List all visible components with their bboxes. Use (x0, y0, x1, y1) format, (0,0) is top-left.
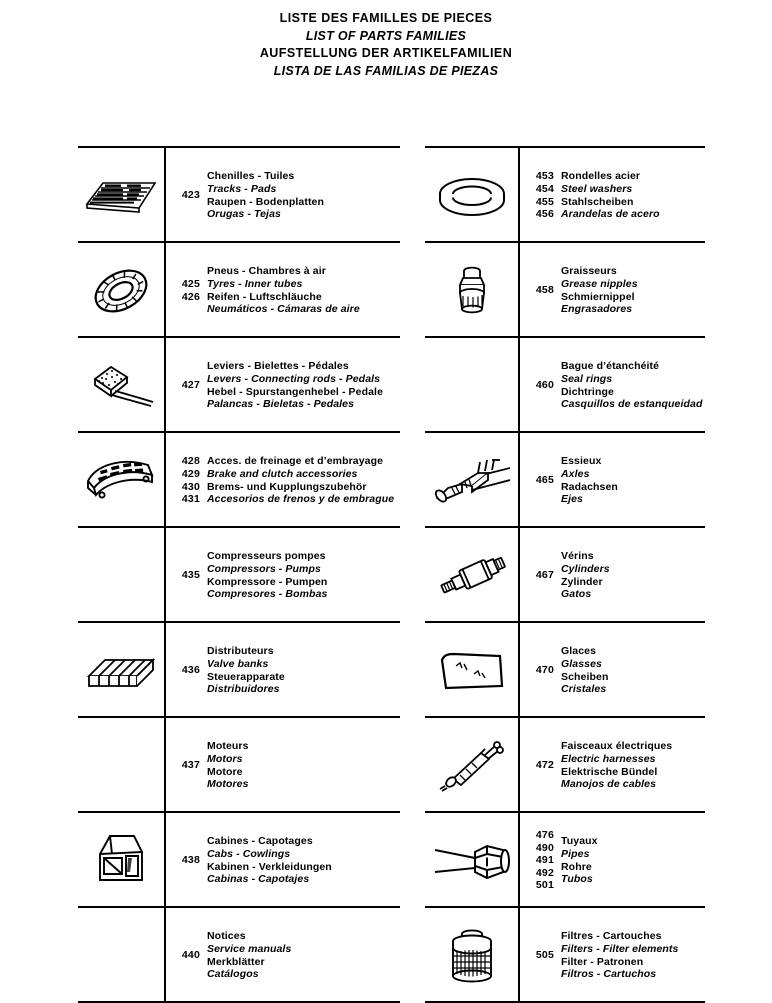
family-label-line: Distribuidores (207, 683, 280, 696)
family-label-line: Hebel - Spurstangenhebel - Pedale (207, 385, 384, 398)
family-label-cell (561, 243, 705, 338)
table-row (78, 716, 400, 811)
table-row (78, 526, 400, 621)
family-label-line: Compressors - Pumps (207, 562, 321, 575)
family-label-line: Cabs - Cowlings (207, 847, 291, 860)
title-line-1: LISTE DES FAMILLES DE PIECES (279, 11, 493, 25)
family-label-line: Tubos (561, 873, 593, 886)
family-label-line: Essieux (561, 455, 602, 468)
family-label-line: Graisseurs (561, 265, 617, 278)
family-label-line: Glasses (561, 657, 602, 670)
family-label-line: Tuyaux (561, 835, 598, 848)
family-number-cell (520, 338, 554, 433)
family-label-cell (561, 148, 705, 243)
family-number-cell (166, 623, 200, 718)
family-label-line: Casquillos de estanqueidad (561, 398, 703, 411)
family-number-cell (166, 813, 200, 908)
table-row (425, 336, 705, 431)
table-row (425, 241, 705, 336)
family-label-line: Merkblätter (207, 955, 265, 968)
family-label-line: Chenilles - Tuiles (207, 170, 295, 183)
family-number: 435 (181, 569, 200, 582)
table-row (425, 431, 705, 526)
family-label-line: Compresores - Bombas (207, 588, 328, 601)
table-row (425, 716, 705, 811)
family-label-line: Glaces (561, 645, 597, 658)
family-label-line: Motore (207, 765, 243, 778)
family-label-line: Neumáticos - Cámaras de aire (207, 303, 360, 316)
family-label-line: Compresseurs pompes (207, 550, 326, 563)
family-label-line: Bague d’étanchéité (561, 360, 660, 373)
family-label-line: Tracks - Pads (207, 182, 277, 195)
family-label-cell (207, 528, 400, 623)
family-number: 440 (181, 949, 200, 962)
family-number-cell (520, 243, 554, 338)
family-label-line: Distributeurs (207, 645, 274, 658)
table-row (425, 621, 705, 716)
family-label-cell (561, 338, 705, 433)
family-number: 490 (535, 841, 554, 854)
family-label-line: Service manuals (207, 942, 292, 955)
table-row (78, 906, 400, 1001)
family-label-line: Catálogos (207, 968, 259, 981)
family-number: 428 (181, 455, 200, 468)
family-number-cell (520, 813, 554, 908)
family-label-line: Steel washers (561, 182, 633, 195)
family-number: 470 (535, 664, 554, 677)
axle-icon (425, 433, 518, 528)
family-label-line: Pneus - Chambres à air (207, 265, 326, 278)
family-label-line: Dichtringe (561, 385, 614, 398)
family-number: 430 (181, 480, 200, 493)
family-label-cell (561, 623, 705, 718)
title-line-4: LISTA DE LAS FAMILIAS DE PIEZAS (273, 63, 499, 78)
family-number: 431 (181, 493, 200, 506)
family-number-cell (520, 148, 554, 243)
family-number-cell (166, 433, 200, 528)
family-label-line: Filtros - Cartuchos (561, 968, 657, 981)
family-label-line: Tyres - Inner tubes (207, 277, 303, 290)
family-number: 476 (535, 829, 554, 842)
family-number-cell (520, 908, 554, 1003)
electric-harness-icon (425, 718, 518, 813)
family-label-line: Acces. de freinage et d’embrayage (207, 455, 384, 468)
cab-icon (78, 813, 164, 908)
valve-bank-icon (78, 623, 164, 718)
table-row (425, 146, 705, 241)
grease-nipple-icon (425, 243, 518, 338)
title-line-2: LIST OF PARTS FAMILIES (305, 28, 467, 43)
family-number: 491 (535, 854, 554, 867)
family-label-line: Brake and clutch accessories (207, 467, 358, 480)
icon-cell-empty (425, 338, 518, 433)
family-label-line: Ejes (561, 493, 583, 506)
family-label-line: Gatos (561, 588, 592, 601)
family-number: 492 (535, 866, 554, 879)
family-number-cell (520, 433, 554, 528)
family-label-line: Orugas - Tejas (207, 208, 281, 221)
family-number-cell (166, 718, 200, 813)
family-label-line: Filters - Filter elements (561, 942, 679, 955)
family-label-line: Pipes (561, 847, 590, 860)
family-label-line: Scheiben (561, 670, 609, 683)
cylinder-icon (425, 528, 518, 623)
family-label-line: Electric harnesses (561, 752, 656, 765)
family-label-line: Notices (207, 930, 246, 943)
family-number: 454 (535, 182, 554, 195)
table-row (425, 811, 705, 906)
track-pad-icon (78, 148, 164, 243)
family-label-line: Filtres - Cartouches (561, 930, 662, 943)
family-label-cell (207, 433, 400, 528)
family-label-cell (207, 338, 400, 433)
family-label-cell (207, 908, 400, 1003)
family-label-line: Kompressore - Pumpen (207, 575, 328, 588)
family-label-cell (207, 813, 400, 908)
tyre-icon (78, 243, 164, 338)
family-number: 453 (535, 170, 554, 183)
family-label-line: Moteurs (207, 740, 249, 753)
family-number: 427 (181, 379, 200, 392)
family-label-line: Grease nipples (561, 277, 638, 290)
family-label-cell (207, 243, 400, 338)
family-label-line: Engrasadores (561, 303, 633, 316)
glass-pane-icon (425, 623, 518, 718)
family-label-cell (561, 813, 705, 908)
family-label-line: Cylinders (561, 562, 610, 575)
family-label-line: Raupen - Bodenplatten (207, 195, 325, 208)
family-number-cell (166, 148, 200, 243)
family-label-line: Seal rings (561, 372, 613, 385)
table-row (78, 621, 400, 716)
family-label-cell (561, 433, 705, 528)
table-row (425, 526, 705, 621)
family-number: 467 (535, 569, 554, 582)
family-label-line: Axles (561, 467, 590, 480)
family-label-cell (207, 718, 400, 813)
pipe-icon (425, 813, 518, 908)
family-label-line: Motores (207, 778, 249, 791)
family-number-cell (166, 243, 200, 338)
family-number: 423 (181, 189, 200, 202)
table-row (78, 811, 400, 906)
family-number: 505 (535, 949, 554, 962)
icon-cell-empty (78, 528, 164, 623)
right-column (425, 146, 705, 1001)
family-label-line: Stahlscheiben (561, 195, 634, 208)
family-label-line: Rohre (561, 860, 592, 873)
family-number: 438 (181, 854, 200, 867)
family-number: 460 (535, 379, 554, 392)
family-label-line: Vérins (561, 550, 594, 563)
family-label-line: Leviers - Bielettes - Pédales (207, 360, 349, 373)
family-number: 501 (535, 879, 554, 892)
family-label-line: Faisceaux électriques (561, 740, 673, 753)
family-label-line: Cristales (561, 683, 607, 696)
family-number: 465 (535, 474, 554, 487)
family-label-line: Motors (207, 752, 243, 765)
family-number: 458 (535, 284, 554, 297)
brake-shoe-icon (78, 433, 164, 528)
family-label-cell (207, 148, 400, 243)
family-label-cell (207, 623, 400, 718)
family-number-cell (520, 528, 554, 623)
family-label-line: Reifen - Luftschläuche (207, 290, 322, 303)
family-label-line: Radachsen (561, 480, 618, 493)
family-label-line: Rondelles acier (561, 170, 641, 183)
family-label-cell (561, 908, 705, 1003)
family-number-cell (520, 623, 554, 718)
family-label-line: Filter - Patronen (561, 955, 644, 968)
left-column (78, 146, 400, 1001)
family-number: 426 (181, 290, 200, 303)
family-number: 425 (181, 277, 200, 290)
family-label-line: Elektrische Bündel (561, 765, 658, 778)
family-number: 437 (181, 759, 200, 772)
family-label-line: Kabinen - Verkleidungen (207, 860, 332, 873)
family-number: 429 (181, 467, 200, 480)
family-number: 455 (535, 195, 554, 208)
family-number: 456 (535, 208, 554, 221)
family-label-line: Cabinas - Capotajes (207, 873, 310, 886)
family-number-cell (166, 338, 200, 433)
table-row (425, 906, 705, 1001)
family-label-line: Brems- und Kupplungszubehör (207, 480, 367, 493)
filter-cartridge-icon (425, 908, 518, 1003)
family-label-line: Palancas - Bieletas - Pedales (207, 398, 355, 411)
family-number: 472 (535, 759, 554, 772)
table-row (78, 146, 400, 241)
family-label-line: Zylinder (561, 575, 603, 588)
family-label-line: Arandelas de acero (561, 208, 660, 221)
title-line-3: AUFSTELLUNG DER ARTIKELFAMILIEN (259, 46, 513, 60)
steel-washer-icon (425, 148, 518, 243)
family-number: 436 (181, 664, 200, 677)
family-label-line: Levers - Connecting rods - Pedals (207, 372, 381, 385)
family-number-cell (166, 908, 200, 1003)
icon-cell-empty (78, 718, 164, 813)
family-label-line: Manojos de cables (561, 778, 657, 791)
family-label-line: Steuerapparate (207, 670, 285, 683)
family-label-cell (561, 528, 705, 623)
family-label-cell (561, 718, 705, 813)
family-label-line: Cabines - Capotages (207, 835, 313, 848)
table-row (78, 431, 400, 526)
table-row (78, 336, 400, 431)
table-row (78, 241, 400, 336)
family-number-cell (166, 528, 200, 623)
lever-pedal-icon (78, 338, 164, 433)
family-label-line: Schmiernippel (561, 290, 635, 303)
icon-cell-empty (78, 908, 164, 1003)
family-number-cell (520, 718, 554, 813)
family-label-line: Accesorios de frenos y de embrague (207, 493, 395, 506)
family-label-line: Valve banks (207, 657, 269, 670)
